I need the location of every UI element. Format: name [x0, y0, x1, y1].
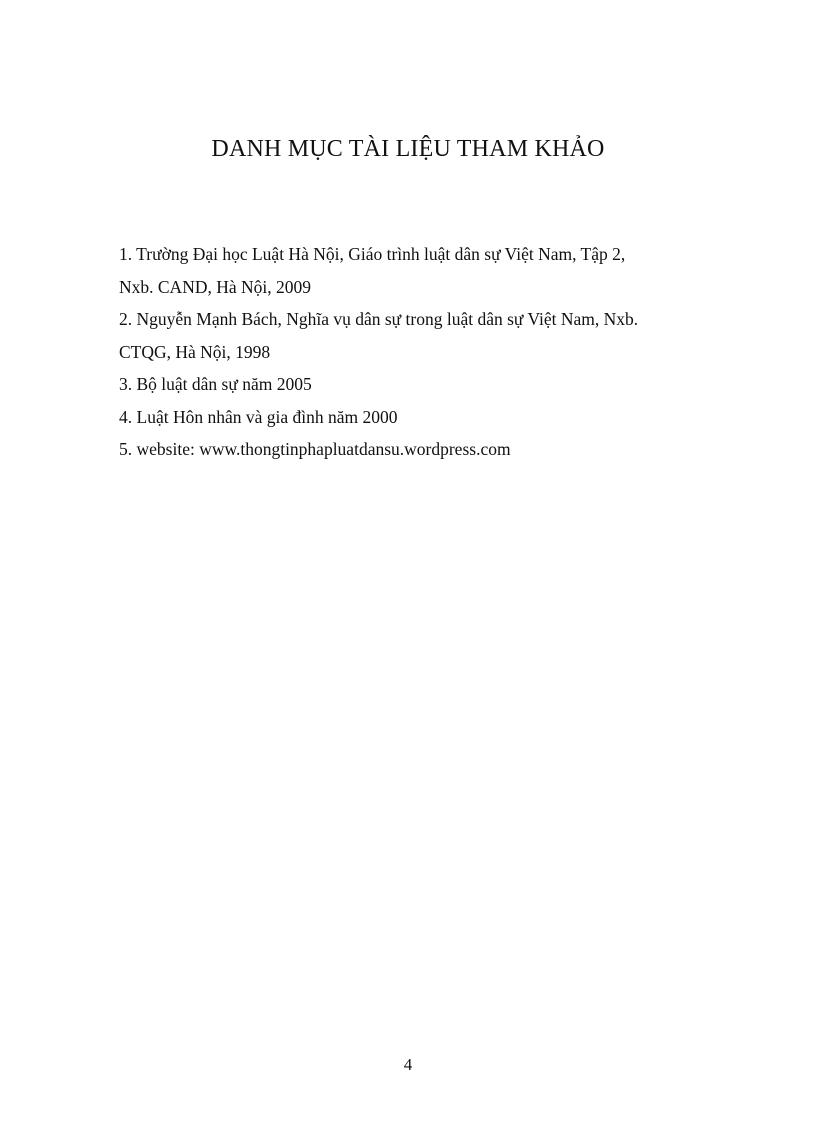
page-title: DANH MỤC TÀI LIỆU THAM KHẢO — [211, 136, 605, 162]
page-number: 4 — [403, 1055, 413, 1074]
reference-5: 5. website: www.thongtinphapluatdansu.wordpress.com — [119, 439, 511, 459]
reference-2-line-1: 2. Nguyễn Mạnh Bách, Nghĩa vụ dân sự trong luật dân sự Việt Nam, Nxb. — [119, 309, 639, 329]
reference-1-line-1: 1. Trường Đại học Luật Hà Nội, Giáo trình luật dân sự Việt Nam, Tập 2, — [119, 244, 626, 264]
reference-4: 4. Luật Hôn nhân và gia đình năm 2000 — [119, 406, 398, 427]
reference-2-line-2: CTQG, Hà Nội, 1998 — [119, 341, 271, 362]
reference-3: 3. Bộ luật dân sự năm 2005 — [119, 374, 312, 394]
reference-1-line-2: Nxb. CAND, Hà Nội, 2009 — [119, 276, 312, 297]
reference-list — [119, 238, 709, 466]
